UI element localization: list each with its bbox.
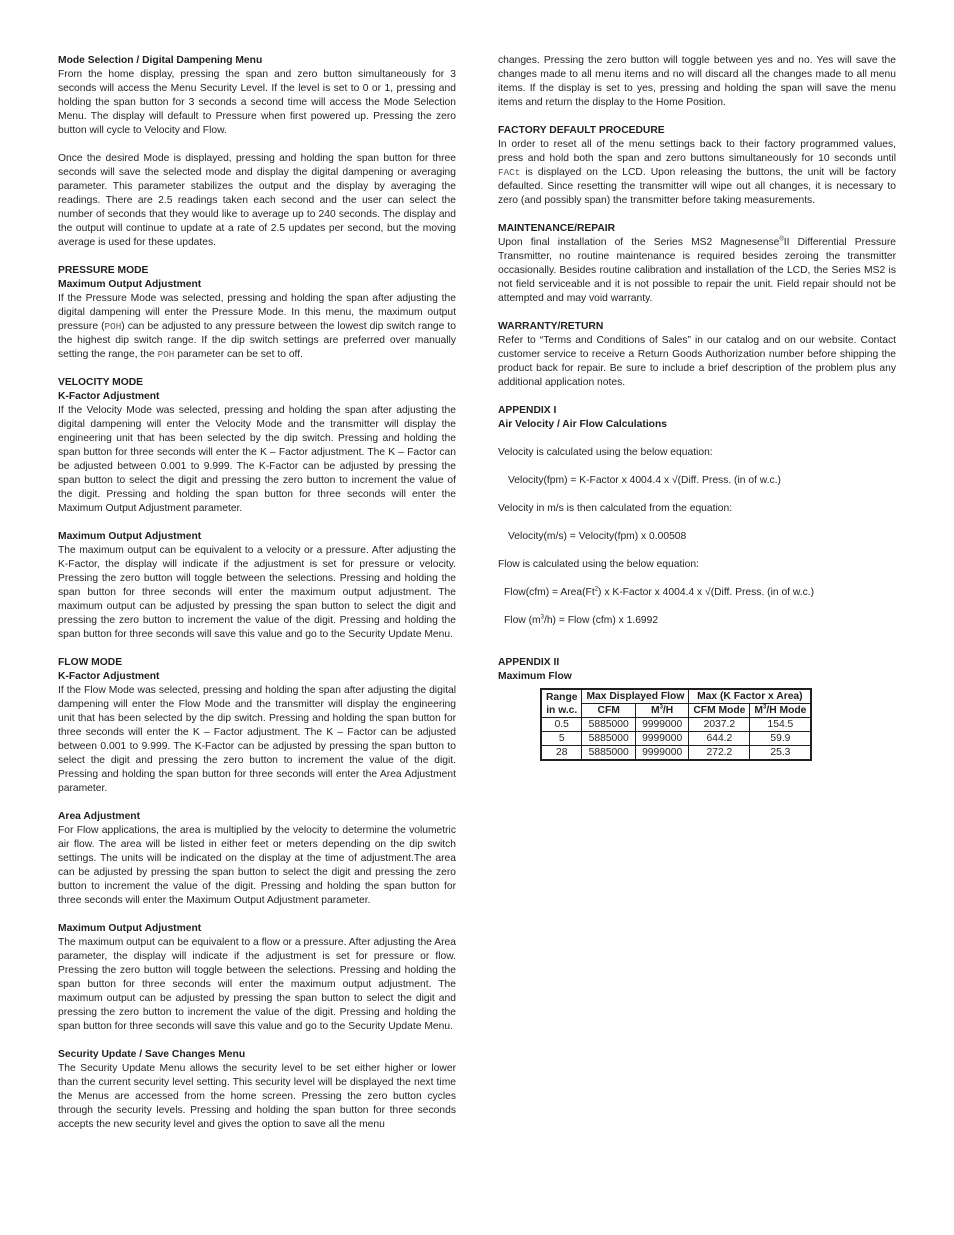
velocity-ms-equation: Velocity(m/s) = Velocity(fpm) x 0.00508 [508, 531, 687, 542]
fact-code: FACt [498, 167, 521, 178]
maintenance-heading: MAINTENANCE/REPAIR [498, 223, 616, 234]
flow-intro: Flow is calculated using the below equation: [498, 559, 699, 570]
appendix-1-heading: APPENDIX I [498, 405, 557, 416]
flow-m3h-equation: Flow $(m^3/h)$ = Flow (cfm) x 1.6992 [504, 614, 659, 626]
flow-kfactor-subheading: K-Factor Adjustment [58, 671, 160, 682]
velocity-kfactor-subheading: K-Factor Adjustment [58, 391, 160, 402]
warranty-paragraph: Refer to “Terms and Conditions of Sales” in our catalog and on our website. Contact customer service to receive a Return Goods Authorization number before shipping the product back for repair. Be sure to include a brief description of the problem plus any additional application notes. [498, 335, 896, 388]
appendix-2-subheading: Maximum Flow [498, 671, 572, 682]
pressure-max-output-subheading: Maximum Output Adjustment [58, 279, 202, 290]
cfm-mode-header: CFM Mode [689, 704, 750, 718]
flow-max-output-heading: Maximum Output Adjustment [58, 923, 202, 934]
mode-selection-paragraph-2: Once the desired Mode is displayed, pressing and holding the span button for three seconds will save the selected mode and display the digital dampening or averaging parameter. This parameter stabilizes the output and the display by averaging the readings. There are 2.5 readings taken each second and the user can select the number of seconds that they would like to average up to 240 seconds. The display and the output will continue to update at a rate of 2.5 updates per second, but the moving average is used for these updates. [58, 153, 456, 248]
velocity-mode-paragraph: If the Velocity Mode was selected, pressing and holding the span after adjusting the digital dampening will enter the Velocity Mode and the transmitter will display the engineering unit that has been selected by the dip switch. Pressing and holding the span button for three seconds will enter the K – Factor adjustment. The K – Factor can be adjusted between 0.001 to 9.999. The K-Factor can be adjusted by pressing the span button to select the digit and pressing the zero button to increment the value of the digit. Pressing and holding the span button for three seconds will enter the Maximum Output Adjustment parameter. [58, 405, 456, 514]
poh-code: POH [157, 349, 175, 360]
max-kfactor-area-header: Max (K Factor x Area) [689, 689, 812, 704]
table-subheader-row [541, 704, 811, 718]
max-displayed-flow-header: Max Displayed Flow [582, 689, 689, 704]
flow-mode-paragraph: If the Flow Mode was selected, pressing and holding the span after adjusting the digital dampening will enter the Flow Mode and the transmitter will display the engineering unit that has been selected by the dip switch. Pressing and holding the span button for three seconds will enter the K – Factor adjustment. The K – Factor can be adjusted between 0.001 to 9.999. The K-Factor can be adjusted by pressing the span button to select the digit and pressing the zero button to increment the value of the digit. Pressing and holding the span button for three seconds will enter the Area Adjustment parameter. [58, 685, 456, 794]
cfm-header: CFM [582, 704, 635, 718]
area-adjustment-heading: Area Adjustment [58, 811, 141, 822]
m3h-header: $M^3/H$ [635, 704, 688, 718]
area-adjustment-paragraph: For Flow applications, the area is multiplied by the velocity to determine the volumetric air flow. The area will be listed in either feet or meters depending on the dip switch settings. The units will be indicated on the display at the time of adjustment.The area can be adjusted by pressing the span button to select the digit and pressing the zero button to increment the value of the digit. Pressing and holding the span button for three seconds will enter the Maximum Output Adjustment parameter. [58, 825, 456, 906]
velocity-fpm-equation: Velocity(fpm) = K-Factor x 4004.4 x √(Diff. Press. (in of w.c.) [508, 475, 781, 486]
flow-mode-heading: FLOW MODE [58, 657, 123, 668]
security-update-paragraph: The Security Update Menu allows the security level to be set either higher or lower than the current security level setting. This security level will be displayed the next time the Menus are accessed from the home screen. Pressing the zero button cycles through the security levels. Pressing and holding the span button for three seconds accepts the new security level and gives the option to save all the menu [58, 1063, 456, 1130]
range-header: Range in w.c. [541, 689, 582, 718]
table-row: 28 5885000 9999000 272.2 25.3 [541, 746, 811, 761]
poh-code: POH [104, 321, 122, 332]
appendix-2-heading: APPENDIX II [498, 657, 560, 668]
table-header-row [541, 689, 811, 704]
right-column [498, 54, 896, 761]
appendix-1-subheading: Air Velocity / Air Flow Calculations [498, 419, 667, 430]
velocity-max-output-heading: Maximum Output Adjustment [58, 531, 202, 542]
mode-selection-heading: Mode Selection / Digital Dampening Menu [58, 55, 263, 66]
left-column [58, 54, 456, 1132]
warranty-heading: WARRANTY/RETURN [498, 321, 604, 332]
factory-default-paragraph: In order to reset all of the menu settings back to their factory programmed values, press and hold both the span and zero buttons simultaneously for 10 seconds until FACt is displayed on the LCD. Upon releasing the buttons, the unit will be factory defaulted. Since resetting the transmitter will wipe out all changes, it is necessary to zero (and possibly span) the transmitter before taking measurements. [498, 139, 896, 206]
maximum-flow-table [540, 688, 812, 761]
maintenance-paragraph: Upon final installation of the Series MS2 Magnesense®II Differential Pressure Transmitter, no routine maintenance is required besides zeroing the transmitter occasionally. Besides routine calibration and installation of the LCD, the Series MS2 is not field serviceable and it is not possible to repair the unit. Field repair should not be attempted and may void warranty. [498, 236, 896, 304]
table-row: 0.5 5885000 9999000 2037.2 154.5 [541, 718, 811, 732]
velocity-ms-intro: Velocity in m/s is then calculated from the equation: [498, 503, 733, 514]
m3h-mode-header: $M^3/H$ Mode [750, 704, 811, 718]
flow-max-output-paragraph: The maximum output can be equivalent to a flow or a pressure. After adjusting the Area parameter, the display will indicate if the adjustment is set for pressure or flow. Pressing the zero button will toggle between the selections. Pressing and holding the span button for three seconds will enter the maximum output adjustment. The maximum output can be adjusted by pressing the span button to select the digit and pressing the zero button to increment the value of the digit. Pressing and holding the span button for three seconds will save this value and go to the Security Update Menu. [58, 937, 456, 1032]
velocity-max-output-paragraph: The maximum output can be equivalent to a velocity or a pressure. After adjusting the K-Factor, the display will indicate if the adjustment is set for pressure or velocity. Pressing the zero button will toggle between the selections. Pressing and holding the span button for three seconds will enter the maximum output adjustment. The maximum output can be adjusted by pressing the span button to select the digit and pressing the zero button to increment the value of the digit. Pressing and holding the span button for three seconds will save this value and go to the Security Update Menu. [58, 545, 456, 640]
table-row: 5 5885000 9999000 644.2 59.9 [541, 732, 811, 746]
factory-default-heading: FACTORY DEFAULT PROCEDURE [498, 125, 665, 136]
registered-mark: ® [779, 236, 784, 243]
pressure-mode-heading: PRESSURE MODE [58, 265, 149, 276]
pressure-mode-paragraph: If the Pressure Mode was selected, pressing and holding the span after adjusting the digital dampening will enter the Pressure Mode. In this menu, the maximum output pressure (POH) can be adjusted to any pressure between the lowest dip switch range to the highest dip switch range. If the dip switch settings are preferred over manually setting the range, the POH parameter can be set to off. [58, 293, 457, 360]
velocity-intro: Velocity is calculated using the below equation: [498, 447, 713, 458]
velocity-mode-heading: VELOCITY MODE [58, 377, 144, 388]
mode-selection-paragraph-1: From the home display, pressing the span and zero button simultaneously for 3 seconds will access the Menu Security Level. If the level is set to 0 or 1, pressing and holding the span button for 3 seconds a second time will access the Mode Selection Menu. The display will default to Pressure when first powered up. Pressing the zero button will cycle to Velocity and Flow. [58, 69, 456, 136]
security-update-heading: Security Update / Save Changes Menu [58, 1049, 246, 1060]
security-update-continued: changes. Pressing the zero button will toggle between yes and no. Yes will save the changes made to all menu items and no will discard all the changes made to all menu items. If the display is set to yes, pressing and holding the span will save the menu items and return the display to the Home Position. [498, 55, 896, 108]
flow-cfm-equation: Flow(cfm) = $Area(Ft^2)$ x K-Factor x 4004.4 x √(Diff. Press. (in of w.c.) [504, 586, 815, 598]
